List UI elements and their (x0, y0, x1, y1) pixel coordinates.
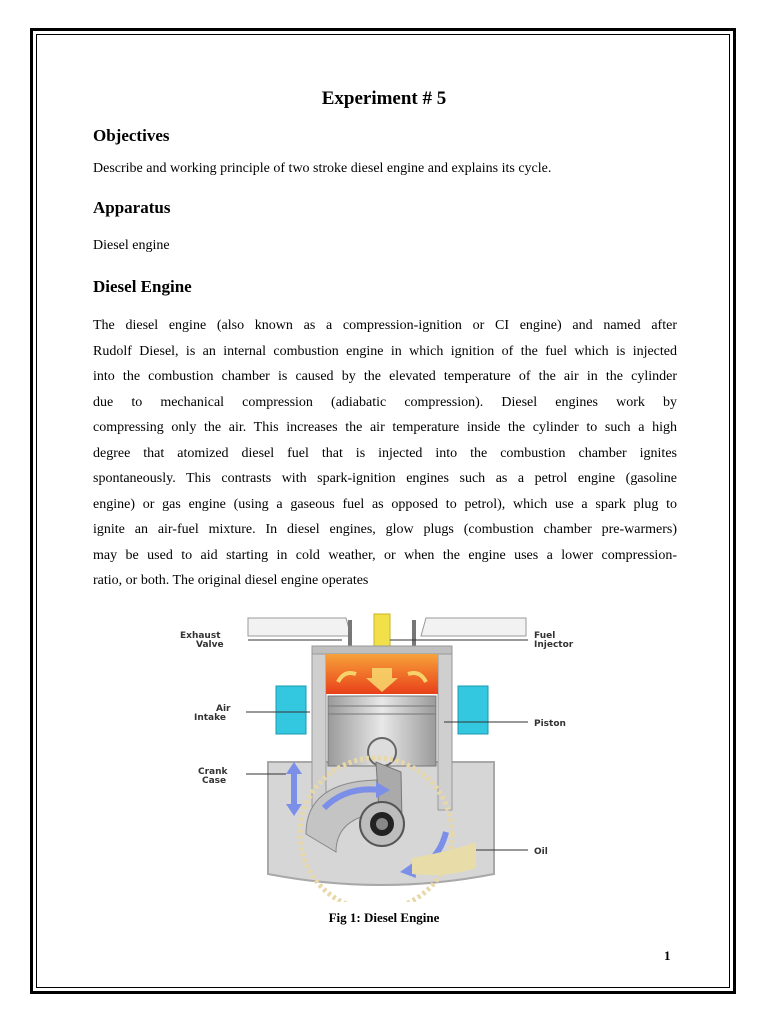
apparatus-heading: Apparatus (93, 198, 171, 217)
cylinder-wall-right (438, 650, 452, 810)
paragraph-line: The diesel engine (also known as a compression-ignition or CI engine) and named after (93, 318, 677, 333)
crank-case-label: Crank Case (198, 767, 228, 786)
air-intake-port-right (458, 686, 488, 734)
paragraph-line: engine) or gas engine (using a gaseous fuel as opposed to petrol), which use a spark plug to (93, 496, 677, 512)
air-intake-port-left (276, 686, 306, 734)
paragraph-line: degree that atomized diesel fuel that is injected into the combustion chamber ignites (93, 445, 677, 461)
oil-label: Oil (534, 847, 548, 857)
cylinder-head (312, 646, 452, 654)
page-title: Experiment # 5 (321, 88, 447, 109)
diesel-engine-diagram (176, 612, 596, 902)
page-number: 1 (664, 948, 671, 963)
fuel-injector-label: Fuel Injector (534, 631, 574, 650)
exhaust-pipe (248, 618, 351, 636)
exhaust-valve-label: Exhaust Valve (180, 631, 224, 650)
paragraph-line: compressing only the air. This increases the air temperature inside the cylinder to such a high (93, 420, 677, 435)
objectives-text: Describe and working principle of two stroke diesel engine and explains its cycle. (93, 161, 552, 176)
intake-pipe (421, 618, 526, 636)
objectives-heading: Objectives (93, 126, 170, 145)
piston-label: Piston (534, 719, 566, 729)
paragraph-line: spontaneously. This contrasts with spark-ignition engines such as a petrol engine (gasoline (93, 471, 677, 486)
paragraph-line: ignite an air-fuel mixture. In diesel engines, glow plugs (combustion chamber pre-warmers) (93, 522, 677, 537)
diesel-engine-paragraph (93, 313, 677, 594)
paragraph-line: may be used to aid starting in cold weather, or when the engine uses a lower compression- (93, 547, 677, 563)
paragraph-line: ratio, or both. The original diesel engine operates (93, 573, 369, 588)
air-intake-label: Air Intake (194, 704, 231, 723)
diesel-engine-heading: Diesel Engine (93, 277, 192, 296)
paragraph-line: Rudolf Diesel, is an internal combustion engine in which ignition of the fuel which is injected (93, 343, 677, 359)
apparatus-text: Diesel engine (93, 238, 170, 253)
paragraph-line: due to mechanical compression (adiabatic compression). Diesel engines work by (93, 394, 677, 410)
crankshaft-center (376, 818, 388, 830)
paragraph-line: into the combustion chamber is caused by the elevated temperature of the air in the cylinder (93, 369, 677, 384)
figure-caption: Fig 1: Diesel Engine (328, 910, 440, 925)
